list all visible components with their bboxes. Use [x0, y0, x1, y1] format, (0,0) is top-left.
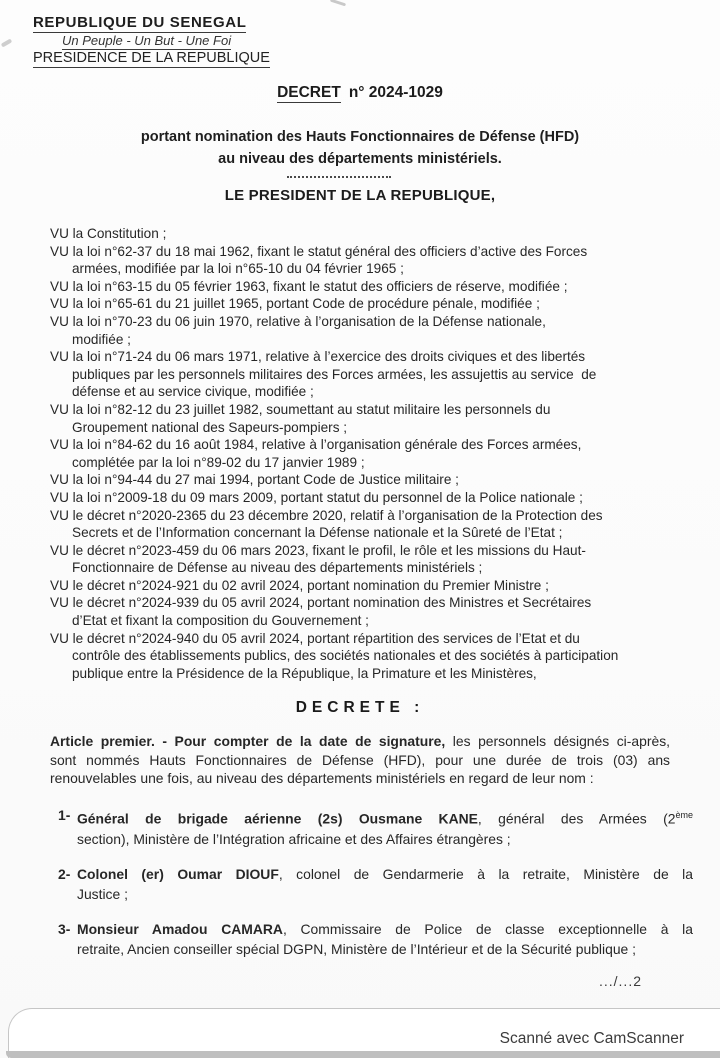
text-line: Monsieur Amadou CAMARA, Commissaire de Police de classe exceptionnelle à la — [77, 920, 693, 937]
country-name — [33, 13, 720, 32]
appointments-list — [58, 805, 720, 959]
national-motto-text: Un Peuple - Un But - Une Foi — [62, 33, 232, 48]
institution-name — [33, 49, 720, 67]
vu-clause-line: VU la loi n°62-37 du 18 mai 1962, fixant le statut général des officiers d’active des Forces — [50, 243, 588, 259]
vu-clause-line: Groupement national des Sapeurs-pompiers ; — [72, 419, 348, 435]
vu-clause-line: VU la loi n°2009-18 du 09 mars 2009, portant statut du personnel de la Police nationale ; — [50, 489, 583, 505]
text-line: sont nommés Hauts Fonctionnaires de Défense (HFD), pour une durée de trois (03) ans — [50, 751, 670, 768]
appointment-item — [58, 919, 720, 960]
issuer-heading: LE PRESIDENT DE LA REPUBLIQUE, — [224, 187, 496, 204]
vu-clause-line: modifiée ; — [72, 331, 131, 347]
vu-clause-line: VU la loi n°63-15 du 05 février 1963, fixant le statut des officiers de réserve, modifiée ; — [50, 278, 568, 294]
page-indicator: .../...2 — [598, 973, 642, 990]
letterhead — [33, 13, 720, 67]
vu-clause-line: VU le décret n°2024-921 du 02 avril 2024, portant nomination du Premier Ministre ; — [50, 577, 549, 593]
camscanner-watermark: Scanné avec CamScanner — [499, 1030, 684, 1047]
dotted-divider — [287, 176, 391, 178]
vu-clauses-list — [50, 225, 680, 682]
vu-clause-line: VU le décret n°2020-2365 du 23 décembre 2020, relatif à l’organisation de la Protection des — [50, 507, 603, 523]
vu-clause-line: publiques par les personnels militaires des Forces armées, les assujettis au service de — [72, 366, 597, 382]
vu-clause-line: Secrets et de l’Information concernant la Défense nationale et la Sûreté de l’Etat ; — [72, 525, 563, 541]
appointment-item — [58, 805, 720, 849]
text-line: Article premier. - Pour compter de la date de signature, les personnels désignés ci-après, — [50, 733, 671, 750]
vu-clause-line: VU la loi n°70-23 du 06 juin 1970, relative à l’organisation de la Défense nationale, — [50, 313, 546, 329]
decree-subject — [0, 127, 720, 170]
decree-subject-line: au niveau des départements ministériels. — [218, 150, 502, 167]
appointment-number: 2- — [58, 865, 71, 882]
decree-title — [0, 84, 720, 102]
text-line: Justice ; — [77, 886, 128, 903]
vu-clause-line: VU la loi n°94-44 du 27 mai 1994, portant Code de Justice militaire ; — [50, 472, 459, 488]
vu-clause-line: complétée par la loi n°89-02 du 17 janvier 1989 ; — [72, 454, 365, 470]
text-line: retraite, Ancien conseiller spécial DGPN, Ministère de l’Intérieur et de la Sécurité publique ; — [77, 940, 636, 957]
vu-clause-line: d’Etat et fixant la composition du Gouvernement ; — [72, 613, 369, 629]
vu-clause-line: VU la loi n°65-61 du 21 juillet 1965, portant Code de procédure pénale, modifiée ; — [50, 296, 540, 312]
scan-artifact-mark — [330, 0, 346, 6]
article-paragraph — [50, 732, 670, 787]
vu-clause-line: VU la loi n°82-12 du 23 juillet 1982, soumettant au statut militaire les personnels du — [50, 401, 551, 417]
text-line: renouvelables une fois, au niveau des départements ministériels en regard de leur nom : — [50, 770, 594, 787]
appointment-number: 1- — [58, 807, 71, 824]
vu-clause-line: VU le décret n°2024-940 du 05 avril 2024, portant répartition des services de l’Etat et du — [50, 630, 580, 646]
vu-clause-line: VU la loi n°71-24 du 06 mars 1971, relative à l’exercice des droits civiques et des libertés — [50, 349, 586, 365]
vu-clause-line: contrôle des établissements publics, des sociétés nationales et des sociétés à participation — [72, 648, 619, 664]
footer-strip — [6, 1051, 720, 1058]
country-name-text: REPUBLIQUE DU SENEGAL — [33, 14, 247, 31]
vu-clause-line: armées, modifiée par la loi n°65-10 du 04 février 1965 ; — [72, 261, 404, 277]
vu-clause-line: VU le décret n°2024-939 du 05 avril 2024, portant nomination des Ministres et Secrétaires — [50, 595, 592, 611]
text-line: Général de brigade aérienne (2s) Ousmane KANE, général des Armées (2ème — [77, 810, 693, 827]
scan-artifact-smudge — [1, 39, 13, 48]
decree-subject-line: portant nomination des Hauts Fonctionnaires de Défense (HFD) — [140, 129, 580, 145]
vu-clause-line: VU la loi n°84-62 du 16 août 1984, relative à l’organisation générale des Forces armées, — [50, 437, 582, 453]
decree-number: n° 2024-1029 — [348, 84, 443, 101]
vu-clause-line: VU le décret n°2023-459 du 06 mars 2023, fixant le profil, le rôle et les missions du Haut- — [50, 542, 586, 558]
appointment-number: 3- — [58, 920, 71, 937]
vu-clause-line: publique entre la Présidence de la République, la Primature et les Ministères, — [72, 665, 537, 681]
vu-clause-line: défense et au service civique, modifiée ; — [72, 384, 314, 400]
decree-label: DECRET — [277, 84, 341, 101]
appointment-item — [58, 864, 720, 905]
vu-clause-line: VU la Constitution ; — [50, 226, 167, 241]
national-motto — [62, 32, 720, 49]
enacting-formula: DECRETE : — [295, 699, 425, 717]
institution-name-text: PRESIDENCE DE LA REPUBLIQUE — [33, 50, 270, 66]
text-line: Colonel (er) Oumar DIOUF, colonel de Gendarmerie à la retraite, Ministère de la — [77, 865, 693, 882]
text-line: section), Ministère de l’Intégration africaine et des Affaires étrangères ; — [77, 831, 511, 848]
vu-clause-line: Fonctionnaire de Défense au niveau des départements ministériels ; — [72, 560, 483, 576]
